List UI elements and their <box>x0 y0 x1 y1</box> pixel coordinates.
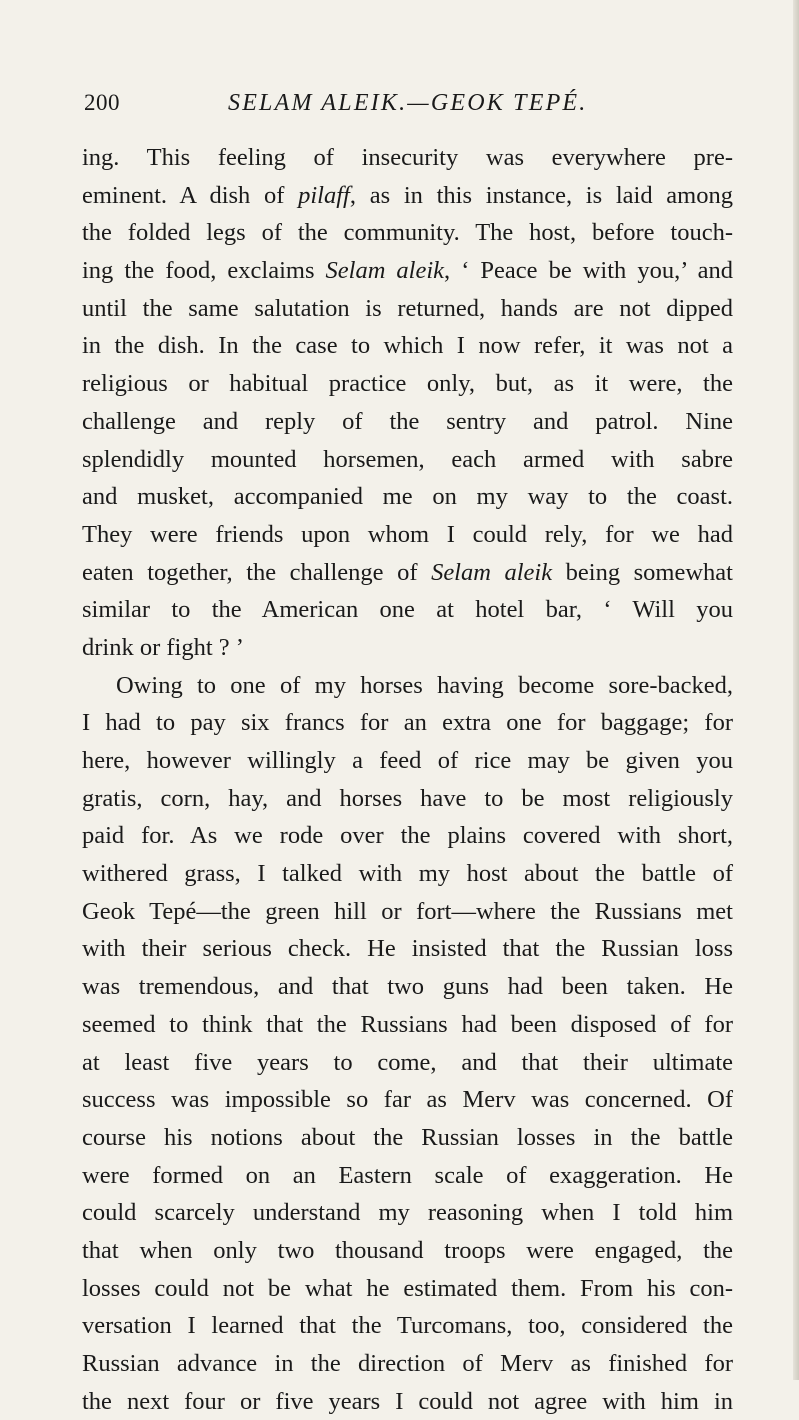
text-line: religious or habitual practice only, but, as it were, the <box>82 370 733 398</box>
text-line: in the dish. In the case to which I now refer, it was not a <box>82 332 733 360</box>
text-line: success was impossible so far as Merv was concerned. Of <box>82 1086 733 1114</box>
text-line: that when only two thousand troops were engaged, the <box>82 1236 733 1264</box>
text-line: similar to the American one at hotel bar, ‘ Will you <box>82 596 733 624</box>
text-line: and musket, accompanied me on my way to the coast. <box>82 483 733 511</box>
text-line: here, however willingly a feed of rice may be given you <box>82 747 733 774</box>
text-line: splendidly mounted horsemen, each armed with sabre <box>82 445 733 473</box>
text-line: paid for. As we rode over the plains covered with short, <box>82 822 733 850</box>
italic-term: Selam aleik <box>431 558 553 586</box>
text-line: withered grass, I talked with my host about the battle of <box>82 860 733 888</box>
text-line: Geok Tepé—the green hill or fort—where the Russians met <box>82 897 733 925</box>
paragraph-end-line: drink or fight ? ’ <box>82 633 244 661</box>
text-line: They were friends upon whom I could rely, for we had <box>82 520 733 548</box>
text-line: course his notions about the Russian losses in the battle <box>82 1123 733 1151</box>
text-line: I had to pay six francs for an extra one for baggage; for <box>82 709 733 737</box>
text-line: at least five years to come, and that their ultimate <box>82 1048 733 1076</box>
text-line: were formed on an Eastern scale of exaggeration. He <box>82 1161 733 1189</box>
text-line: was tremendous, and that two guns had been taken. He <box>82 973 733 1001</box>
paragraph-start-line: Owing to one of my horses having become sore-backed, <box>116 671 733 699</box>
text-line: ing the food, exclaims Selam aleik, ‘ Peace be with you,’ and <box>82 257 733 285</box>
text-line: the folded legs of the community. The host, before touch- <box>82 219 733 247</box>
text-line: Russian advance in the direction of Merv as finished for <box>82 1350 733 1377</box>
text-line: the next four or five years I could not agree with him in <box>82 1387 733 1415</box>
text-line: challenge and reply of the sentry and patrol. Nine <box>82 407 733 435</box>
italic-term: pilaff <box>298 181 350 209</box>
page-number: 200 <box>84 90 120 115</box>
text-line: versation I learned that the Turcomans, too, considered the <box>82 1312 733 1340</box>
text-line: could scarcely understand my reasoning when I told him <box>82 1199 733 1227</box>
running-title: SELAM ALEIK.—GEOK TEPÉ. <box>228 90 588 116</box>
text-line: eaten together, the challenge of Selam aleik being somewhat <box>82 558 733 586</box>
text-line: until the same salutation is returned, hands are not dipped <box>82 294 733 322</box>
text-line: losses could not be what he estimated them. From his con- <box>82 1274 733 1302</box>
text-line: gratis, corn, hay, and horses have to be most religiously <box>82 784 733 812</box>
text-line: eminent. A dish of pilaff, as in this instance, is laid among <box>82 181 733 209</box>
text-line: with their serious check. He insisted that the Russian loss <box>82 935 733 963</box>
page-edge <box>793 0 799 1380</box>
running-head <box>84 90 734 124</box>
text-line: ing. This feeling of insecurity was everywhere pre- <box>82 144 733 171</box>
italic-term: Selam aleik <box>325 257 445 285</box>
text-line: seemed to think that the Russians had been disposed of for <box>82 1010 733 1038</box>
body-text <box>82 139 733 1420</box>
